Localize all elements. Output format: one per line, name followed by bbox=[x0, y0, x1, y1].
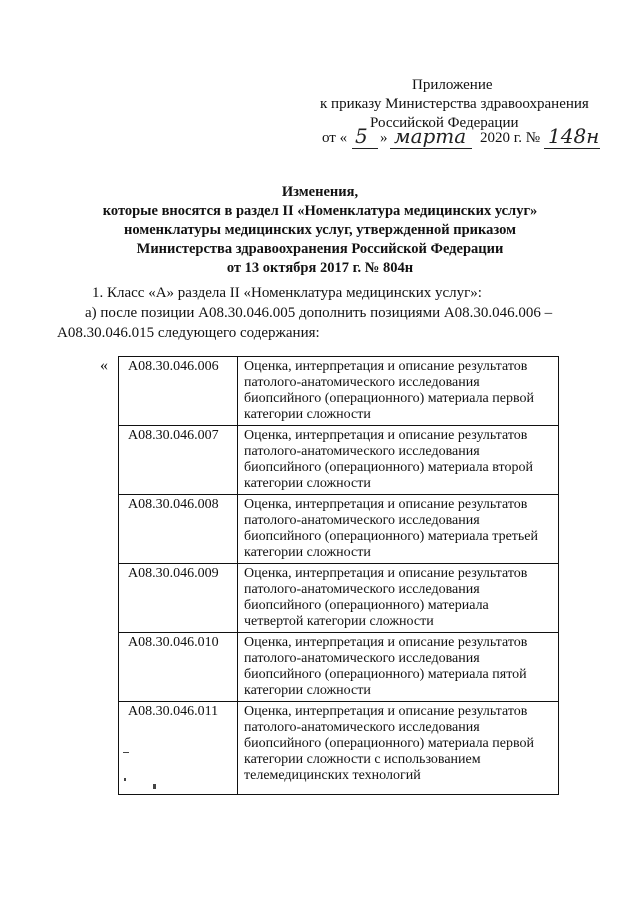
description-line: категории сложности с использованием bbox=[244, 752, 481, 767]
paragraph-subitem-a: а) после позиции A08.30.046.005 дополнить позициями A08.30.046.006 – bbox=[85, 305, 553, 321]
title-line: номенклатуры медицинских услуг, утвержденной приказом bbox=[124, 222, 516, 238]
description-line: категории сложности bbox=[244, 407, 371, 422]
title-line: Министерства здравоохранения Российской Федерации bbox=[136, 241, 504, 257]
description-line: патолого-анатомического исследования bbox=[244, 720, 480, 735]
description-line: патолого-анатомического исследования bbox=[244, 513, 480, 528]
appendix-title: Приложение bbox=[412, 77, 493, 93]
description-line: четвертой категории сложности bbox=[244, 614, 434, 629]
title-line: которые вносятся в раздел II «Номенклатура медицинских услуг» bbox=[102, 203, 538, 219]
description-line: Оценка, интерпретация и описание результатов bbox=[244, 704, 528, 719]
date-month-handwritten: марта bbox=[394, 124, 467, 148]
order-number-handwritten: 148н bbox=[548, 124, 600, 148]
table-row bbox=[119, 495, 559, 564]
service-code: A08.30.046.008 bbox=[119, 495, 238, 564]
number-underline bbox=[544, 148, 600, 149]
service-description bbox=[238, 495, 559, 564]
scan-mark bbox=[123, 752, 129, 753]
day-underline bbox=[352, 148, 378, 149]
service-description bbox=[238, 633, 559, 702]
title-line: Изменения, bbox=[281, 184, 359, 200]
title-line: от 13 октября 2017 г. № 804н bbox=[226, 260, 414, 276]
date-prefix: от « bbox=[322, 130, 348, 146]
table-row bbox=[119, 357, 559, 426]
order-date-line bbox=[322, 126, 622, 152]
table-row bbox=[119, 564, 559, 633]
description-line: патолого-анатомического исследования bbox=[244, 582, 480, 597]
service-code: A08.30.046.011 bbox=[119, 702, 238, 795]
description-line: категории сложности bbox=[244, 545, 371, 560]
appendix-order-ref: к приказу Министерства здравоохранения bbox=[320, 96, 589, 112]
paragraph-subitem-a-cont: A08.30.046.015 следующего содержания: bbox=[57, 325, 320, 341]
description-line: биопсийного (операционного) материала пятой bbox=[244, 667, 527, 682]
scan-mark bbox=[124, 778, 126, 781]
description-line: Оценка, интерпретация и описание результатов bbox=[244, 428, 528, 443]
description-line: Оценка, интерпретация и описание результатов bbox=[244, 635, 528, 650]
service-code: A08.30.046.007 bbox=[119, 426, 238, 495]
description-line: биопсийного (операционного) материала второй bbox=[244, 460, 533, 475]
service-description bbox=[238, 564, 559, 633]
service-code: A08.30.046.009 bbox=[119, 564, 238, 633]
description-line: биопсийного (операционного) материала первой bbox=[244, 391, 534, 406]
description-line: категории сложности bbox=[244, 683, 371, 698]
table-row bbox=[119, 633, 559, 702]
services-table bbox=[118, 356, 559, 795]
service-description bbox=[238, 702, 559, 795]
description-line: Оценка, интерпретация и описание результатов bbox=[244, 359, 528, 374]
service-description bbox=[238, 357, 559, 426]
appendix-federation: Российской Федерации bbox=[370, 115, 519, 131]
description-line: Оценка, интерпретация и описание результатов bbox=[244, 497, 528, 512]
description-line: биопсийного (операционного) материала третьей bbox=[244, 529, 538, 544]
description-line: биопсийного (операционного) материала первой bbox=[244, 736, 534, 751]
date-year-number-label: 2020 г. № bbox=[480, 130, 541, 146]
description-line: телемедицинских технологий bbox=[244, 768, 421, 783]
date-day-handwritten: 5 bbox=[355, 124, 368, 148]
description-line: биопсийного (операционного) материала bbox=[244, 598, 489, 613]
month-underline bbox=[390, 148, 472, 149]
paragraph-class-a: 1. Класс «А» раздела II «Номенклатура медицинских услуг»: bbox=[92, 285, 482, 301]
opening-quote: « bbox=[100, 357, 108, 374]
description-line: патолого-анатомического исследования bbox=[244, 444, 480, 459]
table-row bbox=[119, 702, 559, 795]
description-line: категории сложности bbox=[244, 476, 371, 491]
description-line: патолого-анатомического исследования bbox=[244, 651, 480, 666]
description-line: патолого-анатомического исследования bbox=[244, 375, 480, 390]
service-description bbox=[238, 426, 559, 495]
document-title bbox=[60, 183, 580, 278]
table-row bbox=[119, 426, 559, 495]
description-line: Оценка, интерпретация и описание результатов bbox=[244, 566, 528, 581]
scan-mark bbox=[153, 784, 156, 789]
service-code: A08.30.046.010 bbox=[119, 633, 238, 702]
date-close-quote: » bbox=[380, 130, 388, 146]
service-code: A08.30.046.006 bbox=[119, 357, 238, 426]
